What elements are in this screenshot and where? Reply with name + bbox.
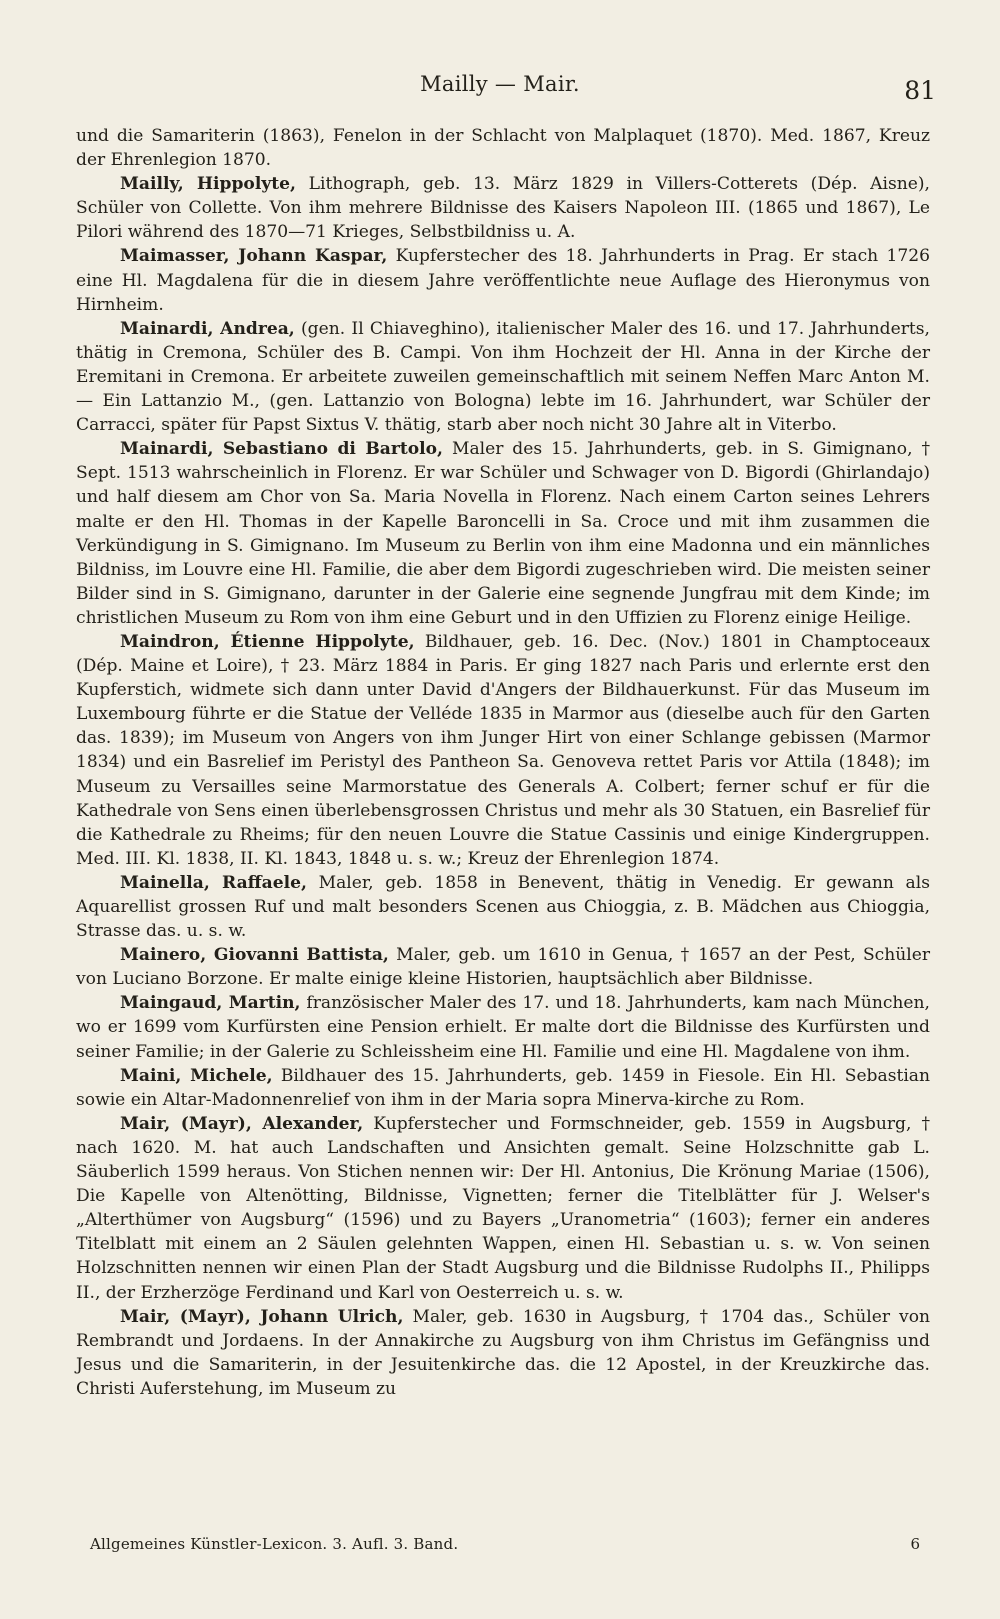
- continued-entry-text: und die Samariterin (1863), Fenelon in der Schlacht von Malplaquet (1870). Med. 1867, Kreuz der Ehrenlegion 1870.: [76, 126, 930, 171]
- entry-name: Mair, (Mayr), Alexander,: [120, 1113, 364, 1134]
- entry-name: Mailly, Hippolyte,: [120, 174, 296, 195]
- page-header: [0, 66, 1000, 106]
- entry-mair-johann-ulrich: [76, 1305, 930, 1401]
- sheet-number: 6: [910, 1535, 920, 1553]
- page-footer: [90, 1535, 920, 1565]
- entry-name: Mainella, Raffaele,: [120, 872, 307, 893]
- entry-maindron-etienne: [76, 630, 930, 871]
- page-number: 81: [904, 76, 936, 105]
- entry-text: Maler des 15. Jahrhunderts, geb. in S. Gimignano, † Sept. 1513 wahrscheinlich in Florenz. Er war Schüler und Schwager von D. Bigordi (Ghirlandajo) und half diesem am Chor von Sa. Maria Novella in Florenz. Nach einem Carton seines Lehrers malte er den Hl. Thomas in der Kapelle Baroncelli in Sa. Croce und mit ihm zusammen die Verkündigung in S. Gimignano. Im Museum zu Berlin von ihm eine Madonna und ein männliches Bildniss, im Louvre eine Hl. Familie, die aber dem Bigordi zugeschrieben wird. Die meisten seiner Bilder sind in S. Gimignano, darunter in der Galerie eine segnende Jungfrau mit dem Kinde; im christlichen Museum zu Rom von ihm eine Geburt und in den Uffizien zu Florenz einige Heilige.: [76, 439, 930, 628]
- entry-maingaud-martin: [76, 991, 930, 1063]
- entry-mainardi-sebastiano: [76, 437, 930, 630]
- entry-text: Maler, geb. 1630 in Augsburg, † 1704 das., Schüler von Rembrandt und Jordaens. In der Annakirche zu Augsburg von ihm Christus im Gefängniss und Jesus und die Samariterin, in der Jesuitenkirche das. die 12 Apostel, in der Kreuzkirche das. Christi Auferstehung, im Museum zu: [76, 1306, 930, 1399]
- entry-mainella-raffaele: [76, 871, 930, 943]
- entry-text: französischer Maler des 17. und 18. Jahrhunderts, kam nach München, wo er 1699 vom Kurfürsten eine Pension erhielt. Er malte dort die Bildnisse des Kurfürsten und seiner Familie; in der Galerie zu Schleissheim eine Hl. Familie und eine Hl. Magdalene von ihm.: [76, 993, 930, 1062]
- entry-name: Maimasser, Johann Kaspar,: [120, 246, 388, 267]
- entry-name: Mainardi, Andrea,: [120, 318, 295, 339]
- entry-maimasser-johann-kaspar: [76, 244, 930, 316]
- entry-text: Kupferstecher des 18. Jahrhunderts in Prag. Er stach 1726 eine Hl. Magdalena für die in diesem Jahre veröffentlichte neue Auflage des Hieronymus von Hirnheim.: [76, 246, 930, 315]
- entry-text: Bildhauer des 15. Jahrhunderts, geb. 1459 in Fiesole. Ein Hl. Sebastian sowie ein Altar-Madonnenrelief von ihm in der Maria sopra Minerva-kirche zu Rom.: [76, 1065, 931, 1110]
- entry-maini-michele: [76, 1064, 930, 1112]
- entry-name: Mainero, Giovanni Battista,: [120, 945, 389, 966]
- entry-text: (gen. Il Chiaveghino), italienischer Maler des 16. und 17. Jahrhunderts, thätig in Cremona, Schüler des B. Campi. Von ihm Hochzeit der Hl. Anna in der Kirche der Eremitani in Cremona. Er arbeitete zuweilen gemeinschaftlich mit seinem Neffen Marc Anton M. — Ein Lattanzio M., (gen. Lattanzio von Bologna) lebte im 16. Jahrhundert, war Schüler der Carracci, später für Papst Sixtus V. thätig, starb aber noch nicht 30 Jahre alt in Viterbo.: [76, 318, 930, 436]
- entry-name: Maini, Michele,: [120, 1065, 273, 1086]
- entry-mailly-hippolyte: [76, 172, 930, 244]
- entry-text: Maler, geb. um 1610 in Genua, † 1657 an der Pest, Schüler von Luciano Borzone. Er malte einige kleine Historien, hauptsächlich aber Bildnisse.: [76, 945, 930, 990]
- entry-text: Lithograph, geb. 13. März 1829 in Villers-Cotterets (Dép. Aisne), Schüler von Collette. Von ihm mehrere Bildnisse des Kaisers Napoleon III. (1865 und 1867), Le Pilori während des 1870—71 Krieges, Selbstbildniss u. A.: [76, 174, 930, 243]
- entry-text: Bildhauer, geb. 16. Dec. (Nov.) 1801 in Champtoceaux (Dép. Maine et Loire), † 23. März 1884 in Paris. Er ging 1827 nach Paris und erlernte erst den Kupferstich, widmete sich dann unter David d'Angers der Bildhauerkunst. Für das Museum im Luxembourg führte er die Statue der Velléde 1835 in Marmor aus (dieselbe auch für den Garten das. 1839); im Museum von Angers von ihm Junger Hirt von einer Schlange gebissen (Marmor 1834) und ein Basrelief im Peristyl des Pantheon Sa. Genoveva rettet Paris vor Attila (1848); im Museum zu Versailles seine Marmorstatue des Generals A. Colbert; ferner schuf er für die Kathedrale von Sens einen überlebensgrossen Christus und mehr als 30 Statuen, ein Basrelief für die Kathedrale zu Rheims; für den neuen Louvre die Statue Cassinis und einige Kindergruppen. Med. III. Kl. 1838, II. Kl. 1843, 1848 u. s. w.; Kreuz der Ehrenlegion 1874.: [76, 631, 930, 869]
- entry-mainero-giovanni: [76, 943, 930, 991]
- entry-text: Maler, geb. 1858 in Benevent, thätig in Venedig. Er gewann als Aquarellist grossen Ruf und malt besonders Scenen aus Chioggia, z. B. Mädchen aus Chioggia, Strasse das. u. s. w.: [76, 872, 930, 942]
- entry-name: Mainardi, Sebastiano di Bartolo,: [120, 439, 444, 460]
- entry-mair-alexander: [76, 1112, 930, 1305]
- entry-name: Maingaud, Martin,: [120, 993, 301, 1014]
- signature-line: Allgemeines Künstler-Lexicon. 3. Aufl. 3. Band.: [90, 1535, 459, 1553]
- entry-name: Mair, (Mayr), Johann Ulrich,: [120, 1306, 404, 1327]
- running-head: Mailly — Mair.: [420, 72, 580, 96]
- entry-mainardi-andrea: [76, 317, 930, 437]
- lexicon-body: [76, 124, 930, 1401]
- entry-text: Kupferstecher und Formschneider, geb. 1559 in Augsburg, † nach 1620. M. hat auch Landschaften und Ansichten gemalt. Seine Holzschnitte gab L. Säuberlich 1599 heraus. Von Stichen nennen wir: Der Hl. Antonius, Die Krönung Mariae (1506), Die Kapelle von Altenötting, Bildnisse, Vignetten; ferner die Titelblätter für J. Welser's „Alterthümer von Augsburg“ (1596) und zu Bayers „Uranometria“ (1603); ferner ein anderes Titelblatt mit einem an 2 Säulen gelehnten Wappen, einen Hl. Sebastian u. s. w. Von seinen Holzschnitten nennen wir einen Plan der Stadt Augsburg und die Bildnisse Rudolphs II., Philipps II., der Erzherzöge Ferdinand und Karl von Oesterreich u. s. w.: [76, 1113, 930, 1303]
- entry-name: Maindron, Étienne Hippolyte,: [120, 631, 415, 652]
